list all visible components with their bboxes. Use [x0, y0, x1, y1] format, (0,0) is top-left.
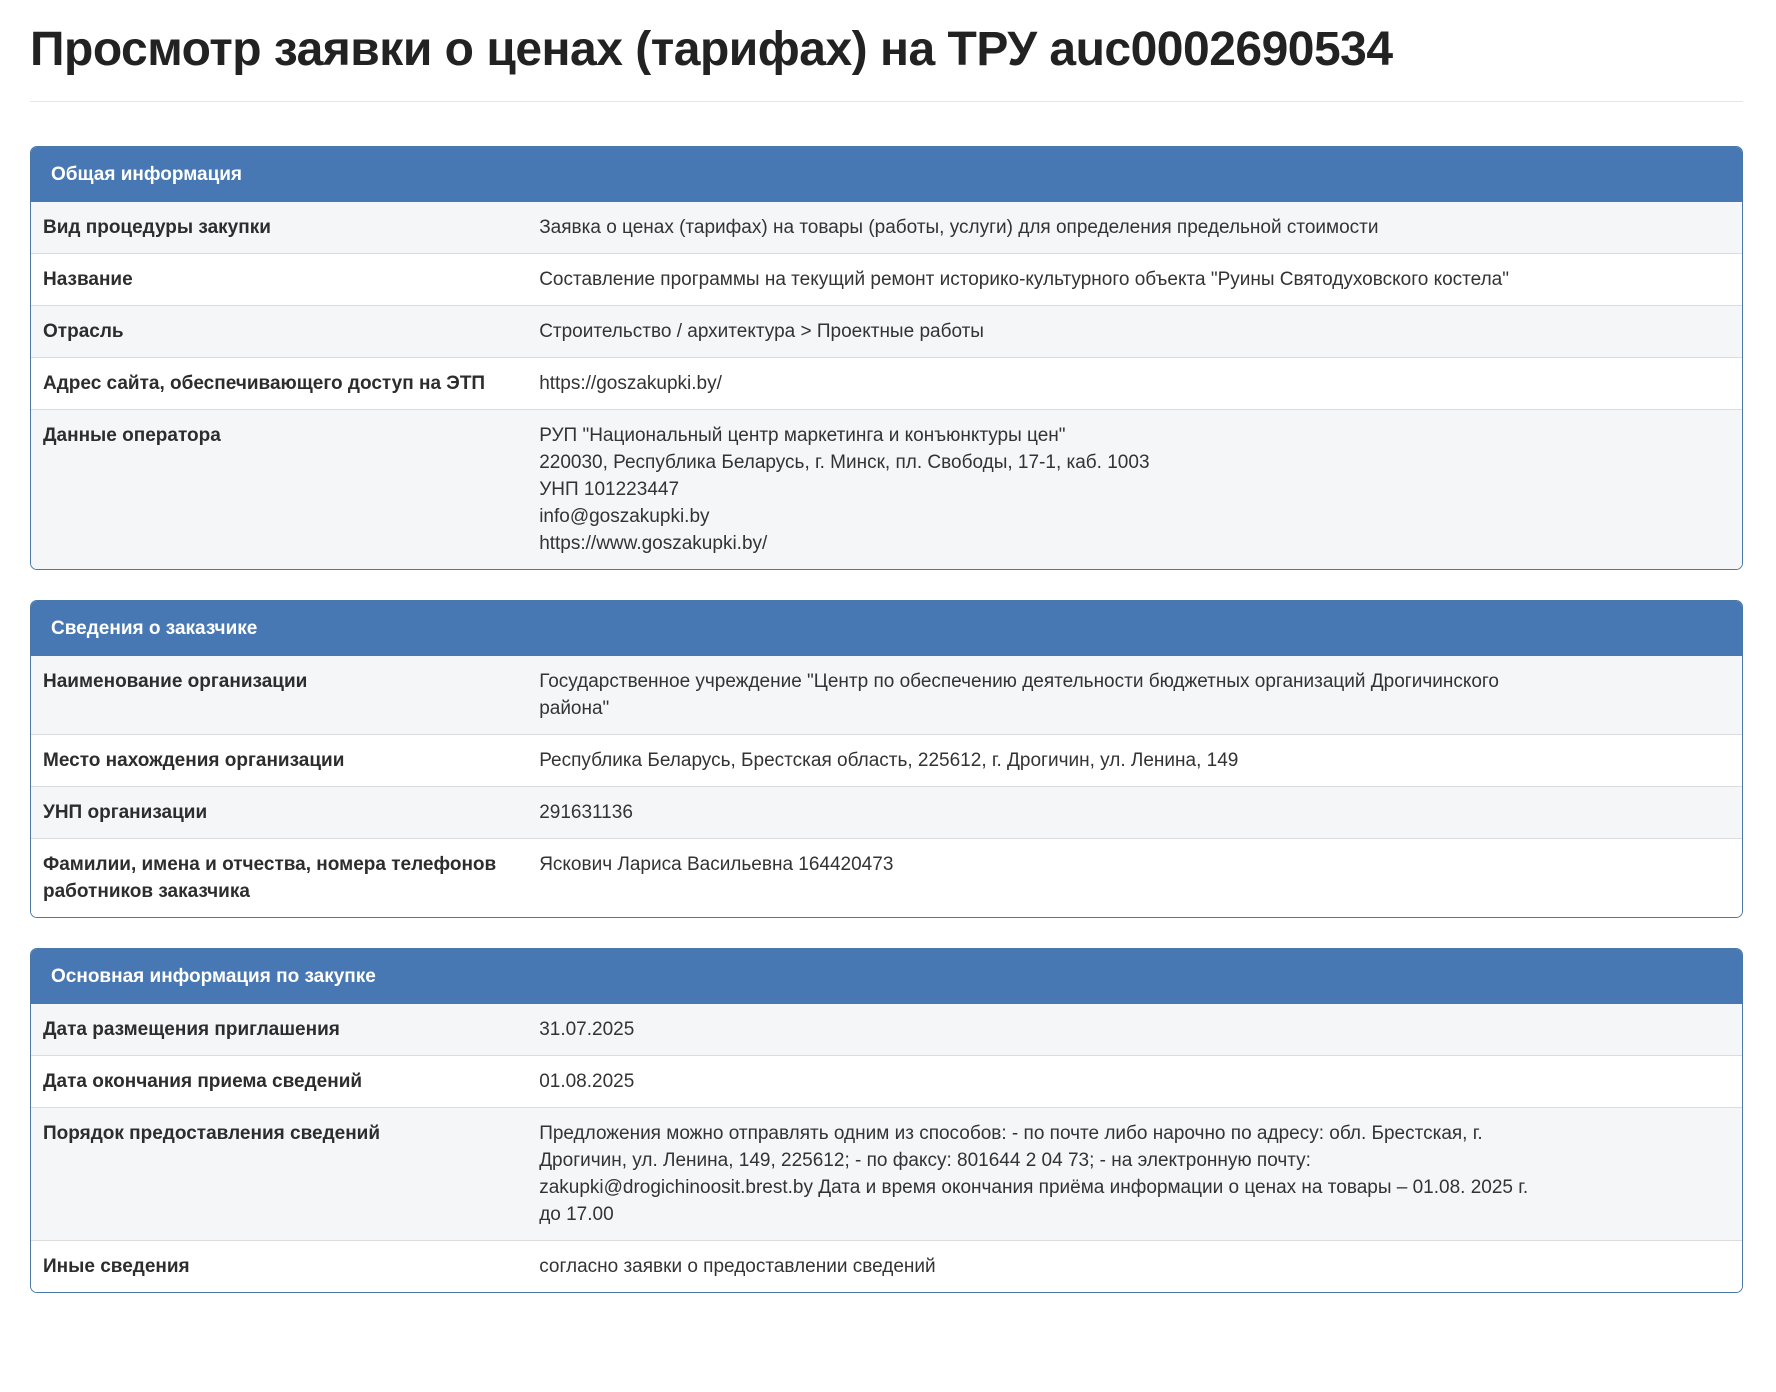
page-title: Просмотр заявки о ценах (тарифах) на ТРУ auc0002690534: [30, 23, 1393, 76]
table-row: [31, 656, 1742, 735]
row-label: Вид процедуры закупки: [43, 216, 271, 238]
table-row: [31, 202, 1742, 254]
info-panel: [30, 146, 1743, 570]
row-label: Отрасль: [31, 305, 527, 357]
row-value: 291631136: [527, 786, 1742, 838]
row-value: [527, 409, 1742, 569]
info-panel: [30, 948, 1743, 1293]
panel-heading: Сведения о заказчике: [31, 601, 1742, 656]
row-value-line: 220030, Республика Беларусь, г. Минск, пл. Свободы, 17-1, каб. 1003: [539, 451, 1150, 473]
table-row: [31, 409, 1742, 569]
row-value-line: info@goszakupki.by: [539, 505, 710, 527]
panel-heading: Основная информация по закупке: [31, 949, 1742, 1004]
row-value: Яскович Лариса Васильевна 164420473: [527, 838, 1742, 917]
row-value: Республика Беларусь, Брестская область, 225612, г. Дрогичин, ул. Ленина, 149: [527, 734, 1742, 786]
row-value: Заявка о ценах (тарифах) на товары (работы, услуги) для определения предельной стоимости: [539, 216, 1379, 238]
row-label: Дата окончания приема сведений: [31, 1055, 527, 1107]
table-row: [31, 1107, 1742, 1240]
table-row: [31, 305, 1742, 357]
row-label: УНП организации: [31, 786, 527, 838]
row-label: Фамилии, имена и отчества, номера телефонов работников заказчика: [31, 838, 527, 917]
row-value: Составление программы на текущий ремонт историко-культурного объекта "Руины Святодуховского костела": [527, 253, 1742, 305]
table-row: [31, 734, 1742, 786]
row-label: Порядок предоставления сведений: [31, 1107, 527, 1240]
table-row: [31, 1004, 1742, 1056]
table-row: [31, 1055, 1742, 1107]
table-row: [31, 786, 1742, 838]
title-divider: [30, 101, 1743, 102]
table-row: [31, 253, 1742, 305]
panels-root: [30, 146, 1743, 1293]
row-value: согласно заявки о предоставлении сведений: [527, 1240, 1742, 1292]
row-label: Наименование организации: [43, 670, 308, 692]
table-row: [31, 838, 1742, 917]
panel-heading: Общая информация: [31, 147, 1742, 202]
info-table: [31, 1004, 1742, 1292]
row-value-line: УНП 101223447: [539, 478, 680, 500]
table-row: [31, 357, 1742, 409]
row-value-line: РУП "Национальный центр маркетинга и конъюнктуры цен": [539, 424, 1066, 446]
info-panel: [30, 600, 1743, 918]
row-label: Адрес сайта, обеспечивающего доступ на ЭТП: [31, 357, 527, 409]
row-value: Государственное учреждение "Центр по обеспечению деятельности бюджетных организаций Дрогичинского района": [539, 670, 1500, 719]
row-label: Иные сведения: [31, 1240, 527, 1292]
row-value: Предложения можно отправлять одним из способов: - по почте либо нарочно по адресу: обл. Брестская, г. Дрогичин, ул. Ленина, 149, 225612; - по факсу: 801644 2 04 73; - на электронную почту: zakupki@drogichinoosit.brest.by Дата и время окончания приёма информации о ценах на товары – 01.08. 2025 г. до 17.00: [527, 1107, 1742, 1240]
row-value: Строительство / архитектура > Проектные работы: [527, 305, 1742, 357]
table-row: [31, 1240, 1742, 1292]
row-value: 31.07.2025: [539, 1018, 635, 1040]
row-value: 01.08.2025: [527, 1055, 1742, 1107]
row-label: Дата размещения приглашения: [43, 1018, 340, 1040]
info-table: [31, 656, 1742, 917]
row-value-line: https://www.goszakupki.by/: [539, 532, 768, 554]
row-value: https://goszakupki.by/: [527, 357, 1742, 409]
row-label: Название: [31, 253, 527, 305]
row-label: Данные оператора: [31, 409, 527, 569]
row-label: Место нахождения организации: [31, 734, 527, 786]
info-table: [31, 202, 1742, 569]
